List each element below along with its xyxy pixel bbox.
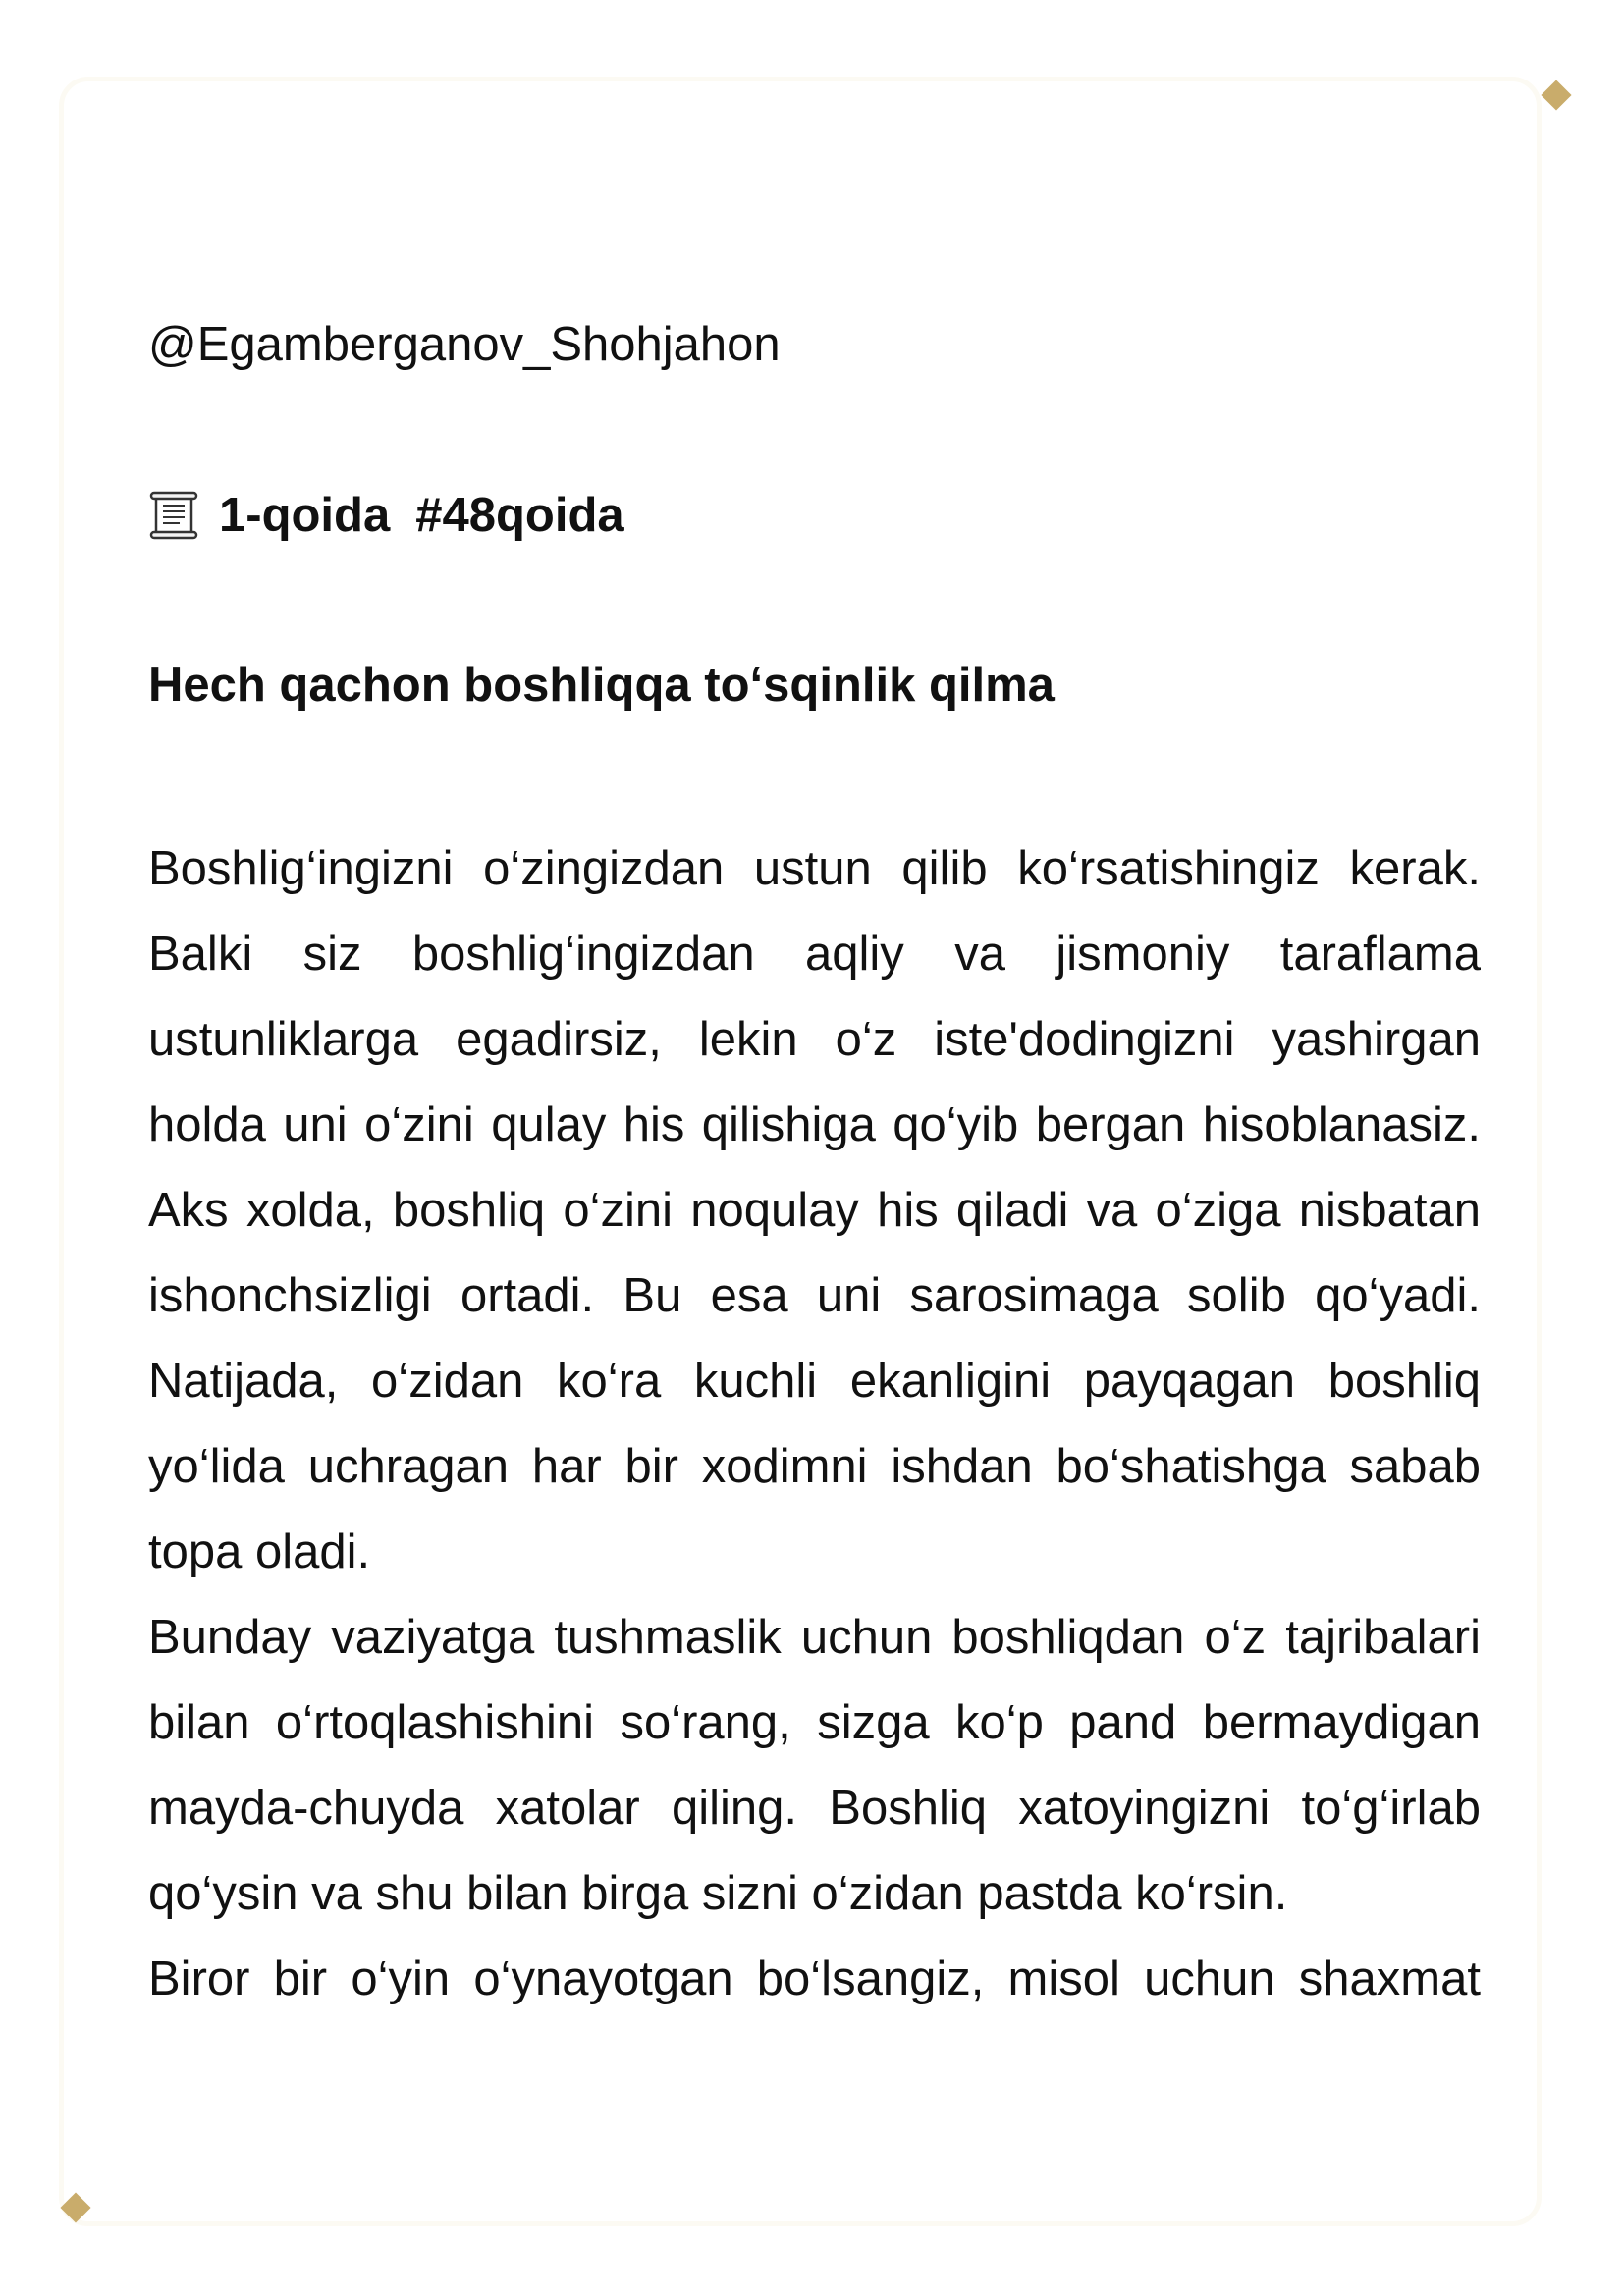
rule-number: 1-qoida (219, 489, 391, 542)
scroll-icon (148, 490, 199, 541)
rule-heading: Hech qachon boshliqqa to‘sqinlik qilma (148, 659, 1055, 712)
paragraph: Bunday vaziyatga tushmaslik uchun boshliqdan o‘z tajribalari bilan o‘rtoqlashishini so‘rang, sizga ko‘p pand bermaydigan mayda-chuyda xatolar qiling. Boshliq xatoyingizni to‘g‘irlab qo‘ysin va shu bilan birga sizni o‘zidan pastda ko‘rsin. (148, 1611, 1481, 1920)
body-text (148, 827, 1481, 2022)
paragraph: Biror bir o‘yin o‘ynayotgan bo‘lsangiz, misol uchun shaxmat (148, 1952, 1481, 2005)
paragraph: Boshlig‘ingizni o‘zingizdan ustun qilib ko‘rsatishingiz kerak. Balki siz boshlig‘ingizdan aqliy va jismoniy taraflama ustunliklarga egadirsiz, lekin o‘z iste'dodingizni yashirgan holda uni o‘zini qulay his qilishiga qo‘yib bergan hisoblanasiz. Aks xolda, boshliq o‘zini noqulay his qiladi va o‘ziga nisbatan ishonchsizligi ortadi. Bu esa uni sarosimaga solib qo‘yadi. Natijada, o‘zidan ko‘ra kuchli ekanligini payqagan boshliq yo‘lida uchragan har bir xodimni ishdan bo‘shatishga sabab topa oladi. (148, 842, 1481, 1578)
corner-ornament-top-right (1541, 80, 1571, 110)
rule-title (148, 486, 624, 545)
author-handle: @Egamberganov_Shohjahon (148, 318, 781, 371)
rule-hashtag[interactable]: #48qoida (415, 489, 624, 542)
